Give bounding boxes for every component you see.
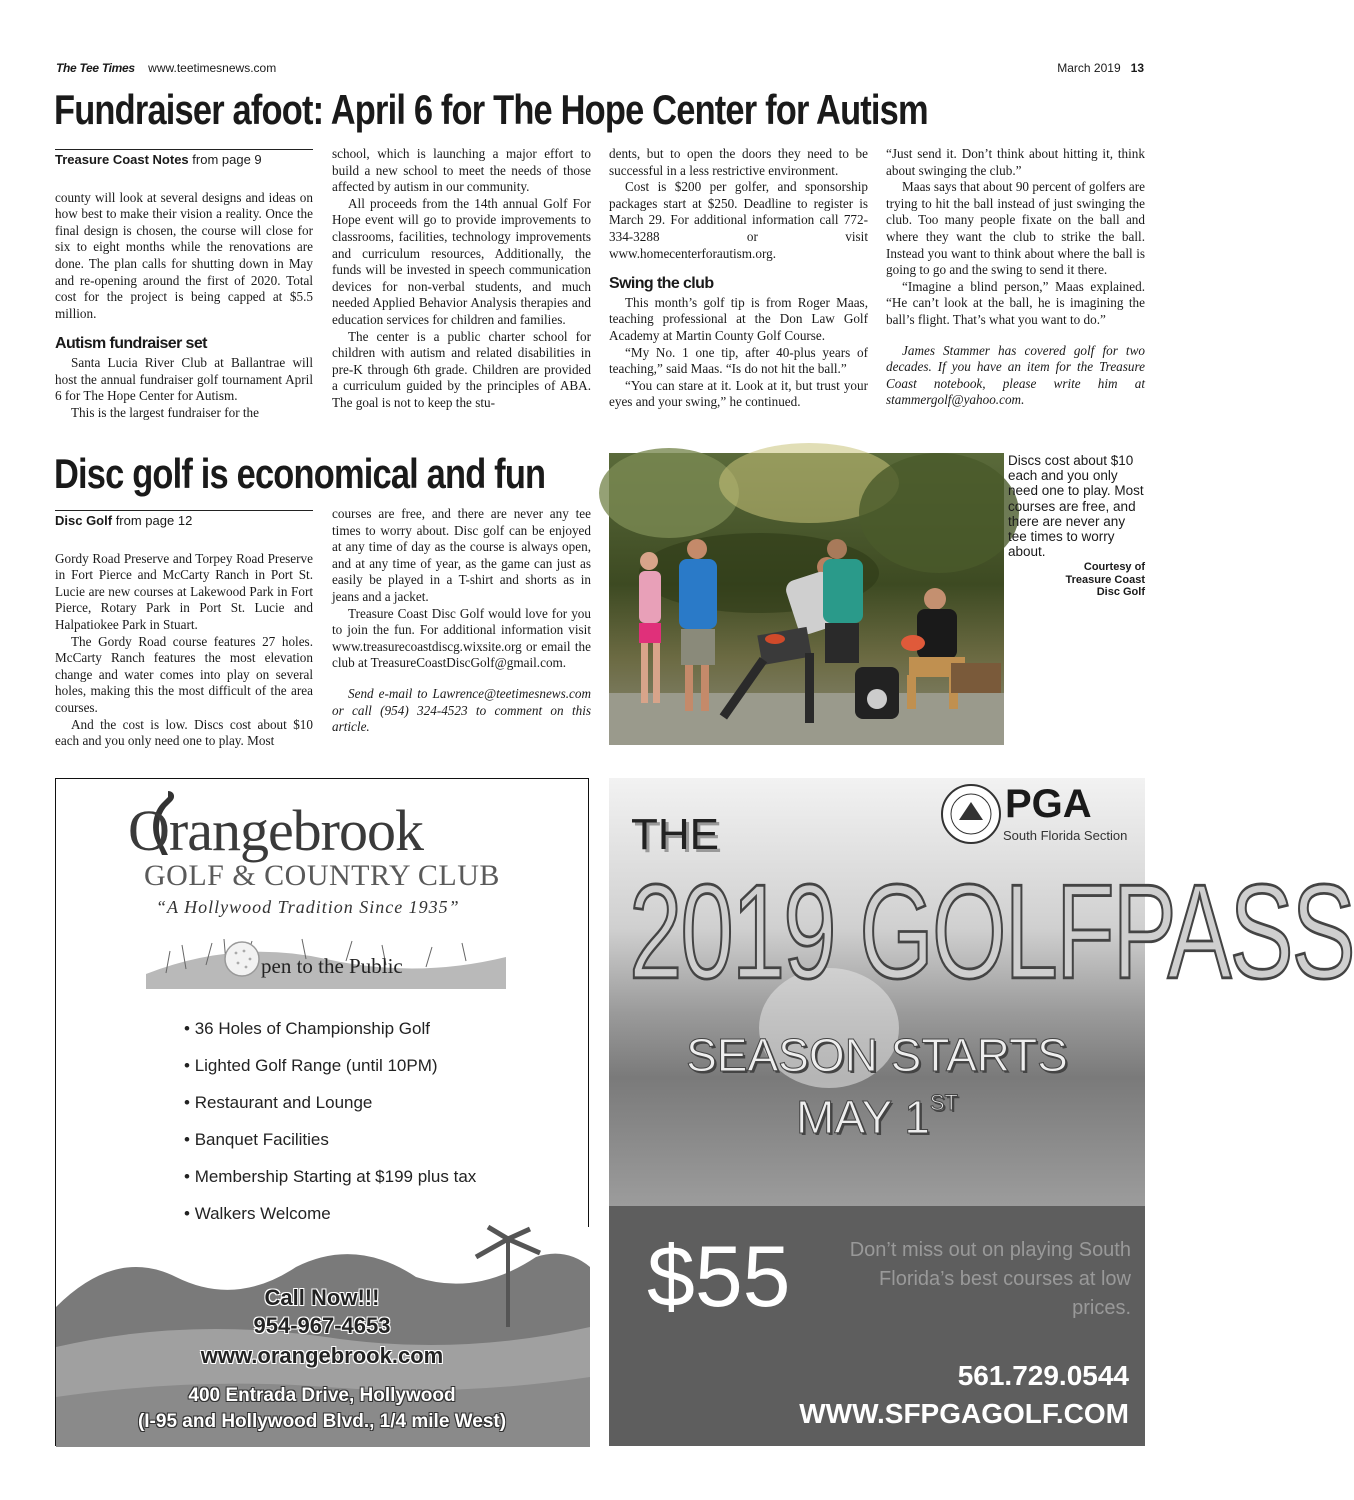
golfpass-price: $55 [647, 1229, 791, 1325]
story1-paragraph: “You can stare at it. Look at it, but trust your eyes and your swing,” he continued. [609, 377, 868, 410]
orangebrook-feature-list [184, 1019, 476, 1241]
story1-column-2 [332, 146, 591, 412]
story1-jump-line [55, 149, 313, 169]
story1-paragraph: All proceeds from the 14th annual Golf For Hope event will go to provide improvements to classrooms, facilities, technology improvements and curriculum resources, Additionally, the funds will be invested in speech communication devices for non-verbal students, and much needed Applied Behavior Analysis therapies and education services for children and families. [332, 195, 591, 327]
story1-paragraph: The center is a public charter school for children with autism and related disabilities in pre-K through 6th grade. Children are provided a curriculum guided by the principles of ABA. The goal is not to keep the stu- [332, 328, 591, 410]
disc-bag [855, 667, 899, 719]
golfpass-season-starts: SEASON STARTS [686, 1029, 1068, 1081]
orangebrook-tagline: “A Hollywood Tradition Since 1935” [156, 897, 460, 917]
orangebrook-logo: Orangebrook [128, 798, 424, 863]
story1-paragraph: “Imagine a blind person,” Maas explained. “He can’t look at the ball, he is imagining the ball’s flight. That’s what you want to do.” [886, 278, 1145, 327]
orangebrook-call-now: Call Now!!! [264, 1285, 380, 1310]
story1-author-signature: James Stammer has covered golf for two decades. If you have an item for the Treasure Coast notebook, please write him at stammergolf@yahoo.com. [886, 342, 1145, 408]
story2-column-1 [55, 510, 313, 750]
golfpass-start-day: MAY 1 [796, 1091, 930, 1143]
orangebrook-open-public: pen to the Public [261, 954, 403, 978]
story1-paragraph: Cost is $200 per golfer, and sponsorship packages start at $250. Deadline to register is March 29. For additional information call 772-334-3288 or visit www.homecenterforautism.org. [609, 179, 868, 261]
story2-jump-page: from page 12 [112, 513, 193, 528]
story2-headline: Disc golf is economical and fun [54, 450, 546, 497]
photo-caption: Discs cost about $10 each and you only need one to play. Most courses are free, and there are never any tee times to worry about. [1008, 453, 1144, 560]
story2-paragraph: Treasure Coast Disc Golf would love for you to join the fun. For additional information visit www.treasurecoastdiscg.wixsite.org or email the club at TreasureCoastDiscGolf@gmail.com. [332, 605, 591, 671]
story1-paragraph: dents, but to open the doors they need to be successful in a less restrictive environment. [609, 146, 868, 178]
folio-left [56, 61, 276, 75]
orangebrook-phone[interactable]: 954-967-4653 [253, 1313, 391, 1338]
feature-item: • Banquet Facilities [184, 1130, 476, 1167]
story2-paragraph: The Gordy Road course features 27 holes. McCarty Ranch features the most elevation change and water comes into play on several holes, making this the most difficult of the area courses. [55, 633, 313, 715]
story2-paragraph: And the cost is low. Discs cost about $10 each and you only need one to play. Most [55, 716, 313, 749]
story2-paragraph: Gordy Road Preserve and Torpey Road Preserve in Fort Pierce and McCarty Ranch in Port St. Lucie are new courses at Lakewood Park in Fort Pierce, Rotary Park in Port St. Lucie and Halpatiokee Park in Stuart. [55, 550, 313, 632]
story2-jump-line [55, 510, 313, 530]
golfpass-promo-text: Don’t miss out on playing South Florida’s best courses at low prices. [849, 1239, 1131, 1319]
golfpass-start-date [609, 1090, 1145, 1144]
golfpass-start-suffix: ST [929, 1090, 958, 1115]
feature-item: • Membership Starting at $199 plus tax [184, 1167, 476, 1204]
feature-item: • 36 Holes of Championship Golf [184, 1019, 476, 1056]
story2-jump-section: Disc Golf [55, 513, 113, 528]
publication-website: www.teetimesnews.com [148, 61, 277, 75]
publication-name: The Tee Times [56, 61, 135, 75]
orangebrook-subtitle: GOLF & COUNTRY CLUB [144, 859, 500, 892]
story1-paragraph: “Just send it. Don’t think about hitting it, think about swinging the club.” [886, 146, 1145, 178]
orangebrook-website-link[interactable]: www.orangebrook.com [200, 1343, 444, 1368]
feature-item: • Restaurant and Lounge [184, 1093, 476, 1130]
pga-section-name: South Florida Section [1003, 828, 1128, 843]
story1-headline: Fundraiser afoot: April 6 for The Hope Center for Autism [54, 86, 928, 133]
story1-paragraph: school, which is launching a major effort to build a new school to meet the needs of those affected by autism in our community. [332, 146, 591, 195]
photo-caption-block [1008, 453, 1145, 599]
story2-contact-line: Send e-mail to Lawrence@teetimesnews.com or call (954) 324-4523 to comment on this article. [332, 685, 591, 735]
pga-golfpass-advertisement[interactable] [609, 778, 1354, 1446]
story1-column-3 [609, 146, 868, 411]
pga-logo: PGA [1005, 782, 1092, 826]
feature-item: • Walkers Welcome [184, 1204, 476, 1241]
story1-paragraph: county will look at several designs and ideas on how best to make their vision a reality. Once the final design is chosen, the course will close for six to eight months while the renovations are done. The plan calls for shutting down in May and re-opening around the first of 2020. Total cost for the project is being capped at $5.5 million. [55, 189, 313, 321]
story1-paragraph: “My No. 1 one tip, after 40-plus years of teaching,” said Maas. “Is do not hit the ball.” [609, 344, 868, 377]
story1-paragraph: Maas says that about 90 percent of golfers are trying to hit the ball instead of just swinging the club. Too many people fixate on the ball and where they want the club to strike the ball. Instead you want to think about where the ball is going to go and the swing to send it there. [886, 179, 1145, 278]
page-number: 13 [1130, 61, 1144, 75]
folio-right [1057, 61, 1144, 75]
story2-column-2 [332, 506, 591, 736]
pga-seal-icon [939, 782, 1003, 846]
story1-jump-section: Treasure Coast Notes [55, 152, 189, 167]
golfpass-the: THE [631, 810, 719, 859]
story1-column-4 [886, 146, 1145, 409]
story1-paragraph: Santa Lucia River Club at Ballantrae will host the annual fundraiser golf tournament April 6 for The Hope Center for Autism. [55, 354, 313, 404]
pga-phone[interactable]: 561.729.0544 [957, 1360, 1129, 1391]
orangebrook-advertisement[interactable] [55, 778, 589, 1446]
story1-paragraph: This month’s golf tip is from Roger Maas, teaching professional at the Don Law Golf Academy at Martin County Golf Course. [609, 294, 868, 343]
issue-date: March 2019 [1057, 61, 1121, 75]
photo-credit-line: Disc Golf [1096, 586, 1145, 599]
story1-jump-page: from page 9 [188, 152, 262, 167]
story1-column-1 [55, 149, 313, 421]
photo-credit [1008, 561, 1145, 599]
golfpass-title: 2019 GOLFPASS [629, 857, 1354, 1008]
feature-item: • Lighted Golf Range (until 10PM) [184, 1056, 476, 1093]
disc-golf-photo [609, 453, 1004, 745]
photo-credit-line: Treasure Coast [1065, 573, 1145, 586]
story2-paragraph: courses are free, and there are never any tee times to worry about. Disc golf can be enjoyed at any time of day as the course is always open, and at any time of year, as the game can just as easily be played in a T-shirt and shorts as in jeans and a jacket. [332, 506, 591, 604]
story1-subhead-autism: Autism fundraiser set [55, 335, 207, 353]
photo-credit-line: Courtesy of [1083, 561, 1145, 574]
pga-website-link[interactable]: WWW.SFPGAGOLF.COM [799, 1398, 1129, 1429]
story1-paragraph: This is the largest fundraiser for the [71, 404, 259, 420]
orangebrook-address-line: (I-95 and Hollywood Blvd., 1/4 mile West) [137, 1411, 507, 1432]
story1-subhead-swing: Swing the club [609, 275, 714, 293]
orangebrook-address-line: 400 Entrada Drive, Hollywood [188, 1385, 456, 1406]
